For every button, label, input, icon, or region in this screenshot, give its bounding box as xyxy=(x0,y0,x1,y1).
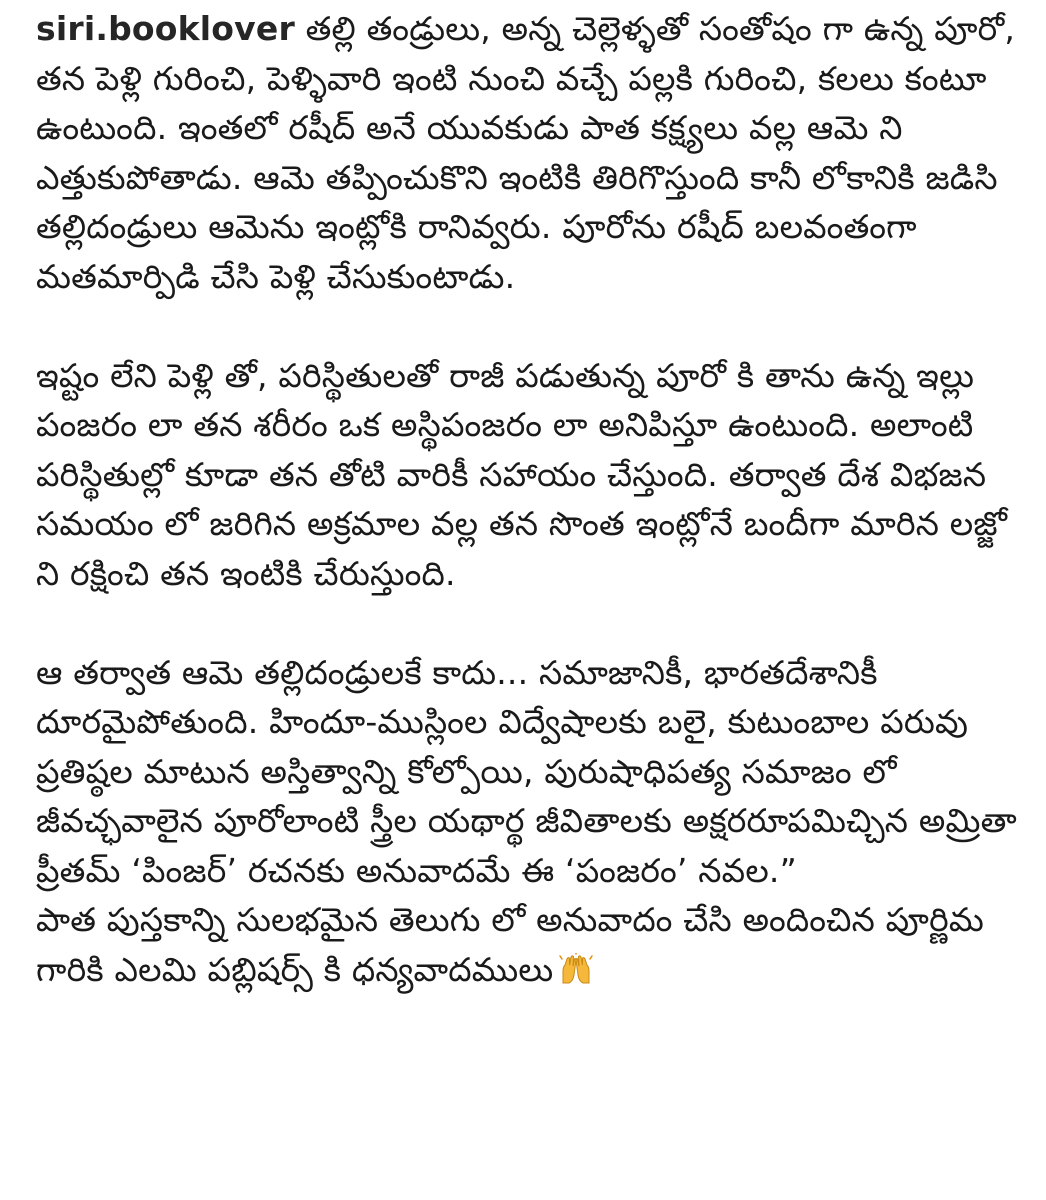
paragraph-spacer xyxy=(36,301,1026,351)
paragraph-spacer xyxy=(36,598,1026,648)
caption-paragraph-4 xyxy=(36,895,1026,998)
username-link[interactable]: siri.booklover xyxy=(36,9,295,48)
caption-paragraph-3 xyxy=(36,648,1026,896)
raised-hands-icon xyxy=(559,949,593,999)
paragraph-3-text: ఆ తర్వాత ఆమె తల్లిదండ్రులకే కాదు... సమాజానికీ, భారతదేశానికీ దూరమైపోతుంది. హిందూ-ముస్లింల విద్వేషాలకు బలై, కుటుంబాల పరువు ప్రతిష్ఠల మాటున అస్తిత్వాన్ని కోల్పోయి, పురుషాధిపత్య సమాజం లో జీవచ్ఛవాలైన పూరోలాంటి స్త్రీల యథార్థ జీవితాలకు అక్షరరూపమిచ్చిన అమ్రితా ప్రీతమ్ ‘పింజర్’ రచనకు అనువాదమే ఈ ‘పంజరం’ నవల.” xyxy=(36,652,1017,890)
caption-paragraph-1 xyxy=(36,4,1026,301)
paragraph-4-text: పాత పుస్తకాన్ని సులభమైన తెలుగు లో అనువాదం చేసి అందించిన పూర్ణిమ గారికి ఎలమి పబ్లిషర్స్ కి ధన్యవాదములు xyxy=(36,900,984,989)
paragraph-2-text: ఇష్టం లేని పెళ్లి తో, పరిస్థితులతో రాజీ పడుతున్న పూరో కి తాను ఉన్న ఇల్లు పంజరం లా తన శరీరం ఒక అస్థిపంజరం లా అనిపిస్తూ ఉంటుంది. అలాంటి పరిస్థితుల్లో కూడా తన తోటి వారికీ సహాయం చేస్తుంది. తర్వాత దేశ విభజన సమయం లో జరిగిన అక్రమాల వల్ల తన సొంత ఇంట్లోనే బందీగా మారిన లజ్జో ని రక్షించి తన ఇంటికి చేరుస్తుంది. xyxy=(36,355,1008,593)
caption-paragraph-2 xyxy=(36,351,1026,599)
paragraph-1-text: తల్లి తండ్రులు, అన్న చెల్లెళ్ళతో సంతోషం గా ఉన్న పూరో, తన పెళ్లి గురించి, పెళ్ళివారి ఇంటి నుంచి వచ్చే పల్లకి గురించి, కలలు కంటూ ఉంటుంది. ఇంతలో రషీద్ అనే యువకుడు పాత కక్ష్యలు వల్ల ఆమె ని ఎత్తుకుపోతాడు. ఆమె తప్పించుకొని ఇంటికి తిరిగొస్తుంది కానీ లోకానికి జడిసి తల్లిదండ్రులు ఆమెను ఇంట్లోకి రానివ్వరు. పూరోను రషీద్ బలవంతంగా మతమార్పిడి చేసి పెళ్లి చేసుకుంటాడు. xyxy=(36,9,1016,296)
post-caption xyxy=(36,4,1026,1196)
